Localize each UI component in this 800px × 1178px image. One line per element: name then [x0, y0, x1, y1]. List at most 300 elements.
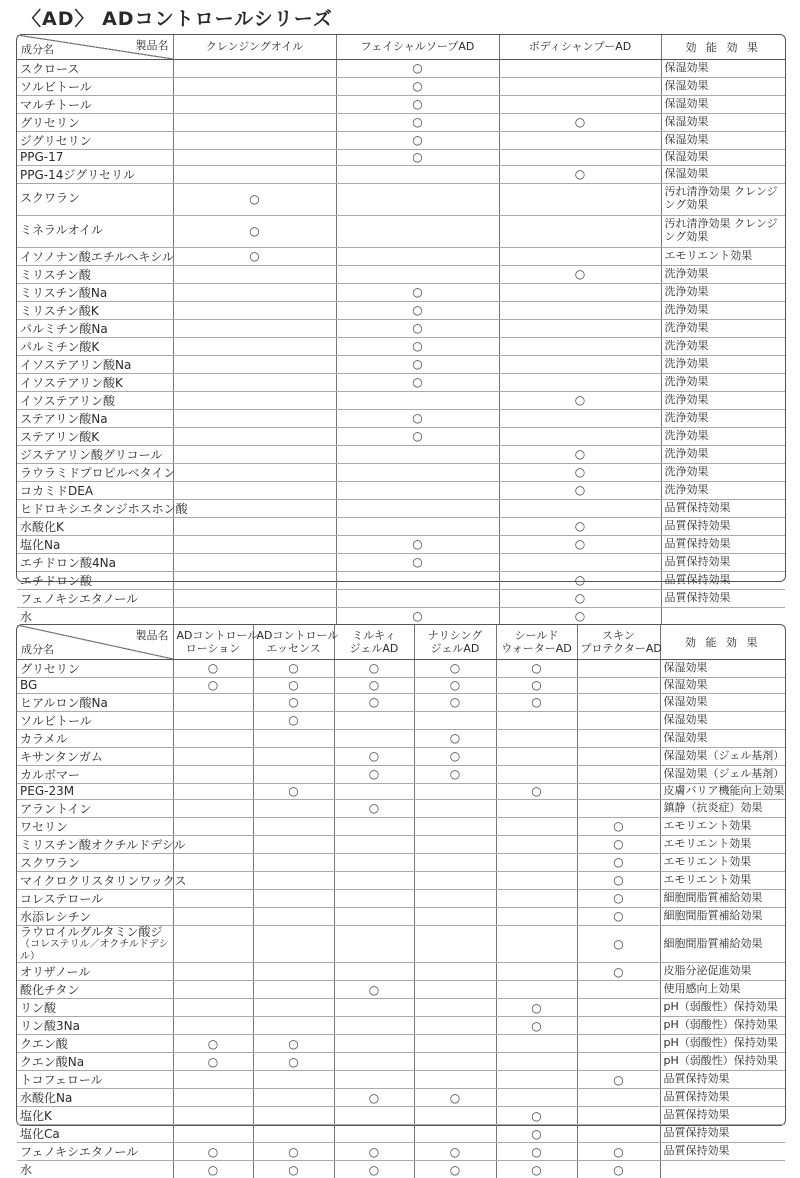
mark-cell: [173, 1125, 253, 1143]
mark-cell: [334, 1125, 414, 1143]
mark-cell: [334, 999, 414, 1017]
circle-mark-icon: ○: [531, 1162, 542, 1177]
effect-cell: 洗浄効果: [661, 463, 785, 481]
mark-cell: [173, 499, 336, 517]
ingredient-name: コレステロール: [20, 891, 104, 906]
ingredient-name-cell: [17, 463, 176, 481]
mark-cell: [499, 355, 661, 373]
mark-cell: [499, 427, 661, 445]
mark-cell: [414, 747, 496, 765]
mark-cell: [499, 131, 661, 149]
mark-cell: [173, 391, 336, 409]
circle-mark-icon: ○: [412, 609, 423, 623]
mark-cell: [496, 1053, 577, 1071]
ingredient-name-cell: [17, 1143, 173, 1161]
mark-cell: [414, 1035, 496, 1053]
table-row: [17, 445, 785, 463]
table-row: [17, 391, 785, 409]
circle-mark-icon: ○: [613, 1144, 624, 1159]
mark-cell: [253, 765, 334, 783]
ingredient-name: BG: [20, 678, 38, 692]
ingredient-name-cell: [17, 1107, 173, 1125]
circle-mark-icon: ○: [613, 964, 624, 979]
effect-cell: 洗浄効果: [661, 337, 785, 355]
circle-mark-icon: ○: [449, 1144, 461, 1159]
mark-cell: [253, 889, 334, 907]
table-row: [17, 1161, 785, 1178]
ingredient-name: ラウラミドプロピルベタイン: [20, 465, 176, 480]
effect-cell: 保湿効果: [661, 77, 785, 95]
effect-cell: 保湿効果: [661, 113, 785, 131]
effect-cell: 品質保持効果: [660, 1107, 785, 1125]
circle-mark-icon: ○: [368, 1090, 380, 1105]
effect-cell: [660, 1161, 785, 1178]
mark-cell: [577, 765, 660, 783]
ingredient-name-cell: [17, 391, 173, 409]
mark-cell: [173, 77, 336, 95]
effect-cell: 汚れ清浄効果 クレンジング効果: [661, 183, 785, 215]
mark-cell: [414, 999, 496, 1017]
circle-mark-icon: ○: [288, 695, 299, 709]
table-row: [17, 77, 785, 95]
mark-cell: [499, 59, 661, 77]
ingredient-name: オリザノール: [20, 965, 91, 980]
circle-mark-icon: ○: [531, 678, 542, 692]
effect-cell: 洗浄効果: [661, 301, 785, 319]
circle-mark-icon: ○: [207, 678, 219, 692]
mark-cell: [336, 589, 499, 607]
ingredient-name: 塩化Ca: [20, 1127, 60, 1142]
ingredient-name-cell: [17, 337, 173, 355]
effect-cell: 洗浄効果: [661, 355, 785, 373]
circle-mark-icon: ○: [412, 321, 423, 335]
effect-cell: 洗浄効果: [661, 409, 785, 427]
mark-cell: [496, 1143, 577, 1161]
circle-mark-icon: ○: [613, 837, 624, 851]
mark-cell: [173, 463, 336, 481]
mark-cell: [173, 517, 336, 535]
ingredient-name: イソステアリン酸Na: [20, 357, 132, 372]
circle-mark-icon: ○: [574, 115, 586, 129]
ingredient-name-cell: [17, 783, 173, 799]
mark-cell: [336, 113, 499, 131]
circle-mark-icon: ○: [368, 661, 380, 675]
ingredient-name-cell: [17, 319, 173, 337]
ingredient-name: トコフェロール: [20, 1073, 103, 1088]
mark-cell: [577, 1161, 660, 1178]
circle-mark-icon: ○: [368, 678, 380, 692]
circle-mark-icon: ○: [449, 1090, 461, 1105]
mark-cell: [253, 1089, 334, 1107]
mark-cell: [414, 1125, 496, 1143]
mark-cell: [173, 889, 253, 907]
ingredient-name: エチドロン酸4Na: [20, 555, 116, 570]
mark-cell: [496, 659, 577, 677]
mark-cell: [173, 247, 336, 265]
ingredient-name: 水添レシチン: [20, 909, 92, 924]
ingredient-name: 水: [20, 1163, 33, 1178]
mark-cell: [577, 659, 660, 677]
mark-cell: [173, 535, 336, 553]
effect-cell: 皮膚バリア機能向上効果: [660, 783, 785, 799]
effect-cell: 品質保持効果: [661, 571, 785, 589]
mark-cell: [577, 1125, 660, 1143]
table-header-row: [17, 35, 785, 59]
ingredient-name-cell: [17, 553, 173, 571]
effect-cell: 洗浄効果: [661, 373, 785, 391]
ingredient-name: PPG-17: [20, 150, 64, 164]
mark-cell: [499, 391, 661, 409]
effect-cell: 洗浄効果: [661, 481, 785, 499]
table-row: [17, 319, 785, 337]
circle-mark-icon: ○: [412, 303, 423, 317]
mark-cell: [253, 963, 334, 981]
mark-cell: [414, 1089, 496, 1107]
mark-cell: [173, 999, 253, 1017]
mark-cell: [334, 747, 414, 765]
mark-cell: [336, 247, 499, 265]
mark-cell: [336, 95, 499, 113]
effect-cell: 品質保持効果: [661, 517, 785, 535]
mark-cell: [253, 1017, 334, 1035]
effect-cell: pH（弱酸性）保持効果: [660, 1053, 785, 1071]
mark-cell: [499, 95, 661, 113]
mark-cell: [173, 59, 336, 77]
mark-cell: [499, 535, 661, 553]
mark-cell: [173, 301, 336, 319]
mark-cell: [414, 1017, 496, 1035]
mark-cell: [577, 747, 660, 765]
mark-cell: [173, 409, 336, 427]
ingredient-name: イソステアリン酸K: [20, 375, 123, 390]
ingredient-name-cell: [17, 215, 173, 247]
effect-cell: 洗浄効果: [661, 265, 785, 283]
ingredient-name-cell: [17, 95, 173, 113]
mark-cell: [577, 1143, 660, 1161]
mark-cell: [414, 889, 496, 907]
mark-cell: [499, 589, 661, 607]
effect-cell: 汚れ清浄効果 クレンジング効果: [661, 215, 785, 247]
circle-mark-icon: ○: [412, 285, 423, 299]
mark-cell: [334, 1143, 414, 1161]
effect-cell: 保湿効果: [661, 165, 785, 183]
mark-cell: [336, 427, 499, 445]
mark-cell: [499, 247, 661, 265]
circle-mark-icon: ○: [613, 1162, 624, 1177]
circle-mark-icon: ○: [288, 713, 299, 727]
mark-cell: [336, 59, 499, 77]
mark-cell: [334, 925, 414, 963]
ingredient-name: イソステアリン酸: [20, 393, 116, 408]
ingredient-name: グリセリン: [20, 115, 80, 130]
mark-cell: [499, 113, 661, 131]
mark-cell: [496, 765, 577, 783]
mark-cell: [253, 925, 334, 963]
mark-cell: [253, 747, 334, 765]
mark-cell: [336, 409, 499, 427]
mark-cell: [336, 337, 499, 355]
circle-mark-icon: ○: [531, 1000, 542, 1015]
mark-cell: [496, 889, 577, 907]
ingredient-name: アラントイン: [20, 801, 92, 816]
circle-mark-icon: ○: [412, 133, 423, 147]
table-row: [17, 659, 785, 677]
circle-mark-icon: ○: [412, 115, 423, 129]
effect-cell: 品質保持効果: [661, 589, 785, 607]
circle-mark-icon: ○: [412, 150, 423, 164]
circle-mark-icon: ○: [613, 855, 624, 869]
mark-cell: [496, 799, 577, 817]
circle-mark-icon: ○: [288, 1162, 299, 1177]
mark-cell: [173, 283, 336, 301]
circle-mark-icon: ○: [412, 357, 423, 371]
mark-cell: [334, 783, 414, 799]
ingredient-name-cell: [17, 889, 173, 907]
effect-cell: エモリエント効果: [661, 247, 785, 265]
mark-cell: [414, 1161, 496, 1178]
mark-cell: [336, 149, 499, 165]
ingredient-name-cell: [17, 1053, 173, 1071]
ingredient-name: ジステアリン酸グリコール: [20, 447, 163, 462]
circle-mark-icon: ○: [574, 267, 586, 281]
product-header-facial-soap: フェイシャルソープAD: [336, 35, 499, 59]
ingredient-table-cleansing: [16, 34, 786, 624]
mark-cell: [577, 1089, 660, 1107]
mark-cell: [499, 571, 661, 589]
mark-cell: [336, 517, 499, 535]
ingredient-name-cell: [17, 999, 173, 1017]
mark-cell: [577, 1071, 660, 1089]
table-row: [17, 571, 785, 589]
mark-cell: [336, 77, 499, 95]
mark-cell: [253, 783, 334, 799]
mark-cell: [173, 853, 253, 871]
mark-cell: [173, 747, 253, 765]
effect-cell: 保湿効果（ジェル基剤）: [660, 747, 785, 765]
ingredient-name-cell: [17, 981, 173, 999]
circle-mark-icon: ○: [368, 1144, 380, 1159]
circle-mark-icon: ○: [574, 465, 586, 479]
mark-cell: [334, 889, 414, 907]
ingredient-name: PPG-14ジグリセリル: [20, 167, 136, 182]
circle-mark-icon: ○: [368, 1162, 380, 1177]
table-row: [17, 799, 785, 817]
mark-cell: [253, 1125, 334, 1143]
mark-cell: [499, 77, 661, 95]
mark-cell: [414, 711, 496, 729]
circle-mark-icon: ○: [288, 678, 299, 692]
ingredient-name-cell: [17, 265, 173, 283]
ingredient-name-cell: [17, 835, 186, 853]
mark-cell: [499, 607, 661, 625]
ingredient-name-cell: [17, 765, 173, 783]
mark-cell: [336, 215, 499, 247]
effect-cell: 洗浄効果: [661, 445, 785, 463]
circle-mark-icon: ○: [531, 1126, 542, 1141]
mark-cell: [253, 799, 334, 817]
ingredient-name: ソルビトール: [20, 713, 92, 728]
table-row: [17, 747, 785, 765]
table-row: [17, 871, 785, 889]
ingredient-name-cell: [17, 499, 188, 517]
mark-cell: [336, 535, 499, 553]
circle-mark-icon: ○: [368, 749, 380, 763]
mark-cell: [173, 799, 253, 817]
mark-cell: [334, 1107, 414, 1125]
circle-mark-icon: ○: [288, 661, 299, 675]
table-row: [17, 1107, 785, 1125]
circle-mark-icon: ○: [449, 731, 461, 745]
ingredient-name-cell: [17, 283, 173, 301]
circle-mark-icon: ○: [412, 339, 423, 353]
effect-cell: 細胞間脂質補給効果: [660, 907, 785, 925]
mark-cell: [499, 373, 661, 391]
mark-cell: [496, 1125, 577, 1143]
mark-cell: [173, 1053, 253, 1071]
ingredient-name: 酸化チタン: [20, 983, 80, 998]
mark-cell: [173, 1017, 253, 1035]
mark-cell: [334, 1089, 414, 1107]
mark-cell: [173, 355, 336, 373]
circle-mark-icon: ○: [449, 767, 461, 781]
ingredient-name: パルミチン酸Na: [20, 321, 108, 336]
table-row: [17, 999, 785, 1017]
mark-cell: [173, 215, 336, 247]
product-header: ミルキィ ジェルAD: [334, 625, 414, 659]
mark-cell: [334, 1161, 414, 1178]
circle-mark-icon: ○: [412, 537, 423, 551]
circle-mark-icon: ○: [368, 767, 380, 781]
effect-cell: 保湿効果: [660, 659, 785, 677]
mark-cell: [414, 799, 496, 817]
mark-cell: [173, 963, 253, 981]
mark-cell: [496, 817, 577, 835]
mark-cell: [253, 1143, 334, 1161]
table-row: [17, 1071, 785, 1089]
mark-cell: [577, 1017, 660, 1035]
circle-mark-icon: ○: [449, 661, 461, 675]
ingredient-name-cell: [17, 817, 173, 835]
mark-cell: [334, 981, 414, 999]
circle-mark-icon: ○: [531, 1108, 542, 1123]
mark-cell: [173, 445, 336, 463]
circle-mark-icon: ○: [412, 429, 423, 443]
mark-cell: [336, 391, 499, 409]
effect-cell: 使用感向上効果: [660, 981, 785, 999]
product-header-cleansing-oil: クレンジングオイル: [173, 35, 336, 59]
mark-cell: [173, 149, 336, 165]
mark-cell: [336, 481, 499, 499]
ingredient-name: フェノキシエタノール: [20, 1145, 139, 1160]
mark-cell: [577, 925, 660, 963]
mark-cell: [336, 165, 499, 183]
effect-cell: 保湿効果: [661, 59, 785, 77]
effect-cell: 洗浄効果: [661, 319, 785, 337]
circle-mark-icon: ○: [449, 749, 461, 763]
effect-cell: 品質保持効果: [661, 553, 785, 571]
table-row: [17, 59, 785, 77]
table-row: [17, 1125, 785, 1143]
mark-cell: [496, 1071, 577, 1089]
mark-cell: [334, 1053, 414, 1071]
mark-cell: [173, 183, 336, 215]
table-row: [17, 215, 785, 247]
mark-cell: [253, 1071, 334, 1089]
mark-cell: [414, 1071, 496, 1089]
mark-cell: [253, 693, 334, 711]
mark-cell: [577, 783, 660, 799]
mark-cell: [336, 355, 499, 373]
ingredient-name-cell: [17, 535, 173, 553]
table-row: [17, 1089, 785, 1107]
effect-cell: 皮脂分泌促進効果: [660, 963, 785, 981]
circle-mark-icon: ○: [574, 447, 586, 461]
ingredient-name-cell: [17, 183, 173, 215]
product-header: ADコントロール エッセンス: [253, 625, 334, 659]
mark-cell: [496, 1035, 577, 1053]
mark-cell: [173, 925, 253, 963]
ingredient-name-cell: [17, 301, 173, 319]
mark-cell: [496, 981, 577, 999]
ingredient-name-cell: [17, 149, 173, 165]
ingredient-name: 水酸化Na: [20, 1091, 73, 1106]
mark-cell: [414, 871, 496, 889]
mark-cell: [336, 283, 499, 301]
mark-cell: [253, 1107, 334, 1125]
mark-cell: [496, 747, 577, 765]
mark-cell: [334, 711, 414, 729]
product-header: ADコントロール ローション: [173, 625, 253, 659]
ingredient-name: PEG-23M: [20, 784, 75, 798]
ingredient-name-label: 成分名: [21, 42, 54, 56]
ingredient-name-cell: [17, 481, 173, 499]
page-title: 〈AD〉 ADコントロールシリーズ: [22, 8, 333, 30]
ingredient-name-cell: [17, 693, 173, 711]
mark-cell: [253, 999, 334, 1017]
ingredient-name: リン酸3Na: [20, 1019, 80, 1034]
mark-cell: [173, 373, 336, 391]
circle-mark-icon: ○: [449, 695, 461, 709]
mark-cell: [173, 711, 253, 729]
mark-cell: [414, 907, 496, 925]
table-row: [17, 765, 785, 783]
mark-cell: [253, 817, 334, 835]
table-row: [17, 729, 785, 747]
ingredient-name: ジグリセリン: [20, 133, 92, 148]
mark-cell: [173, 1071, 253, 1089]
table-header-row: [17, 625, 785, 659]
mark-cell: [336, 607, 499, 625]
ingredient-name: ミリスチン酸オクチルドデシル: [20, 837, 186, 852]
mark-cell: [496, 729, 577, 747]
effect-cell: 洗浄効果: [661, 283, 785, 301]
table-row: [17, 131, 785, 149]
mark-cell: [253, 729, 334, 747]
mark-cell: [577, 693, 660, 711]
mark-cell: [253, 659, 334, 677]
mark-cell: [577, 729, 660, 747]
mark-cell: [414, 853, 496, 871]
table-row: [17, 499, 785, 517]
ingredient-name: 水酸化K: [20, 519, 64, 534]
mark-cell: [577, 981, 660, 999]
mark-cell: [173, 607, 336, 625]
table-row: [17, 589, 785, 607]
circle-mark-icon: ○: [574, 483, 586, 497]
mark-cell: [496, 871, 577, 889]
table-row: [17, 95, 785, 113]
effect-cell: 保湿効果: [660, 711, 785, 729]
